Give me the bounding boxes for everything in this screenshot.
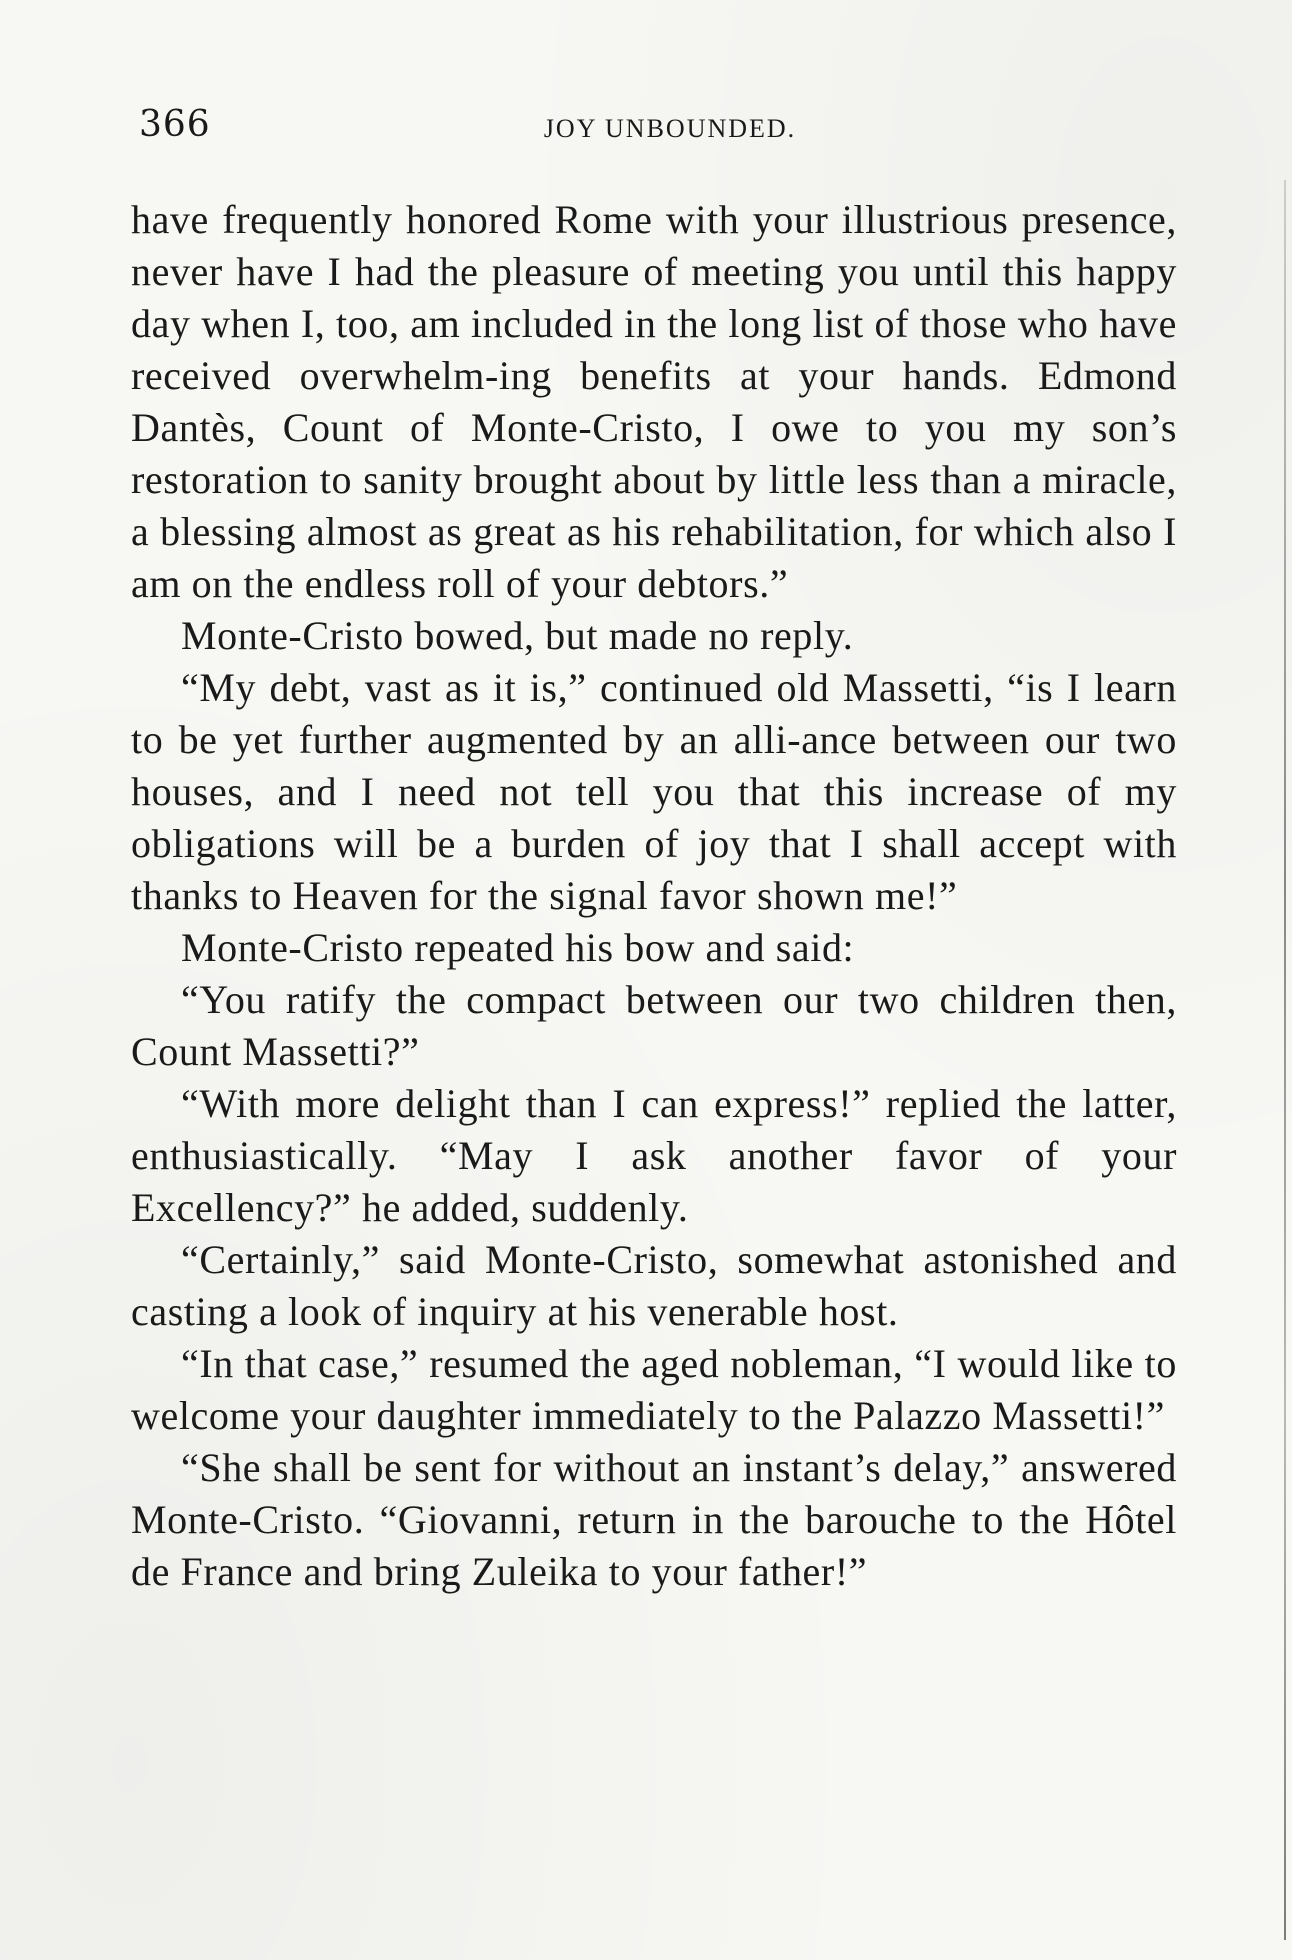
- paragraph: “You ratify the compact between our two children then, Count Massetti?”: [131, 977, 1177, 1074]
- paragraph: “Certainly,” said Monte-Cristo, somewhat astonished and casting a look of inquiry at his venerable host.: [131, 1237, 1177, 1334]
- paragraph: “In that case,” resumed the aged nobleman, “I would like to welcome your daughter immediately to the Palazzo Massetti!”: [131, 1341, 1177, 1438]
- paragraph: “She shall be sent for without an instant’s delay,” answered Monte-Cristo. “Giovanni, return in the barouche to the Hôtel de France and bring Zuleika to your father!”: [131, 1445, 1177, 1594]
- page-number: 366: [139, 104, 211, 145]
- paragraph: Monte-Cristo bowed, but made no reply.: [181, 613, 854, 658]
- page-edge-shadow: [1284, 180, 1286, 1940]
- running-title: JOY UNBOUNDED.: [543, 114, 797, 143]
- paragraph: have frequently honored Rome with your illustrious presence, never have I had the pleasure of meeting you until this happy day when I, too, am included in the long list of those who have received overwhelm-ing benefits at your hands. Edmond Dantès, Count of Monte-Cristo, I owe to you my son’s restoration to sanity brought about by little less than a miracle, a blessing almost as great as his rehabilitation, for which also I am on the endless roll of your debtors.”: [131, 197, 1177, 606]
- paragraph: “My debt, vast as it is,” continued old Massetti, “is I learn to be yet further augmented by an alli-ance between our two houses, and I need not tell you that this increase of my obligations will be a burden of joy that I shall accept with thanks to Heaven for the signal favor shown me!”: [131, 665, 1177, 918]
- body-text: [131, 194, 1177, 1598]
- page-header: [133, 100, 1177, 160]
- paragraph: Monte-Cristo repeated his bow and said:: [181, 925, 855, 970]
- paragraph: “With more delight than I can express!” replied the latter, enthusiastically. “May I ask another favor of your Excellency?” he added, suddenly.: [131, 1081, 1177, 1230]
